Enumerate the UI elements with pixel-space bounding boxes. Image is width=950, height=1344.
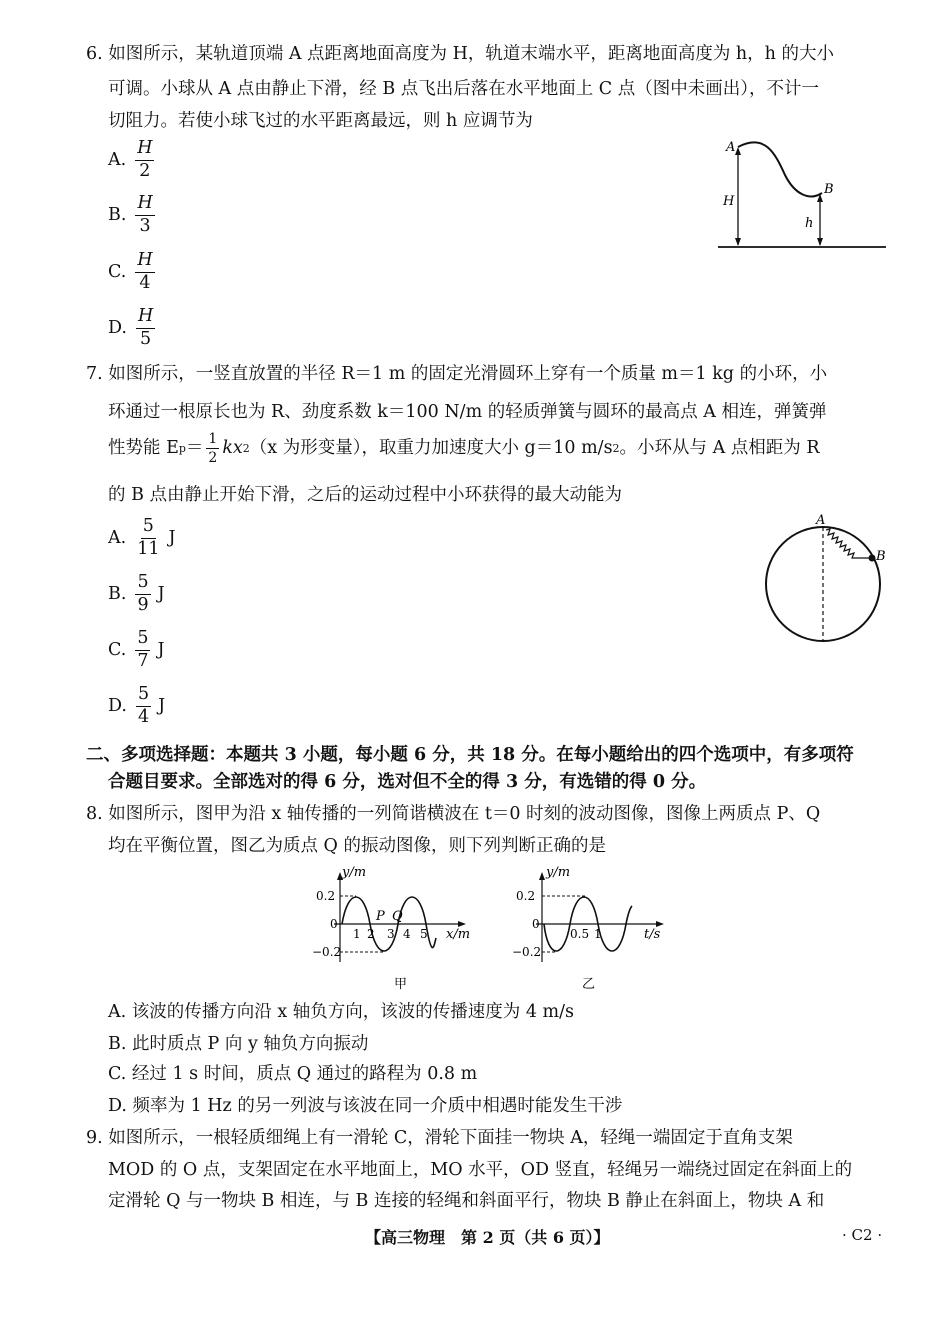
tick-1: 1 xyxy=(594,927,602,941)
q7-option-a xyxy=(108,518,176,558)
option-fraction xyxy=(135,195,154,235)
label-h: h xyxy=(805,216,814,231)
option-label: B. xyxy=(108,205,127,225)
track-curve xyxy=(738,142,822,196)
q7-option-d xyxy=(108,686,165,726)
x-axis-label: t/s xyxy=(644,927,661,942)
q6-track-figure xyxy=(710,135,890,255)
q6-option-c xyxy=(108,252,158,292)
fraction-denominator: 2 xyxy=(208,450,218,466)
option-unit: J xyxy=(157,640,165,660)
label-B: B xyxy=(824,182,834,197)
arrow-head-down xyxy=(817,238,823,246)
q7-text: 。小环从与 A 点相距为 R xyxy=(619,437,820,458)
fraction-numerator: 5 xyxy=(141,518,156,539)
option-label: D. xyxy=(108,696,127,716)
q8-line-1: 8. 如图所示，图甲为沿 x 轴传播的一列简谐横波在 t＝0 时刻的波动图像，图像上两质点 P、Q xyxy=(86,804,821,824)
tick-0-5: 0.5 xyxy=(570,927,590,941)
x-axis-label: x/m xyxy=(446,927,471,942)
fraction-numerator: H xyxy=(136,308,155,329)
q7-sup: 2 xyxy=(612,442,620,455)
q8-vibration-figure-yi xyxy=(508,866,678,996)
tick-5: 5 xyxy=(420,927,428,941)
paper-code: · C2 · xyxy=(842,1226,883,1244)
q7-line-3 xyxy=(108,432,820,465)
q8-wave-figure-jia xyxy=(310,866,485,996)
y-arrow-icon xyxy=(539,872,545,880)
q6-option-a xyxy=(108,140,157,180)
option-fraction xyxy=(135,140,154,180)
label-A: A xyxy=(726,140,736,155)
y-axis-label: y/m xyxy=(546,866,571,880)
label-A: A xyxy=(816,513,826,528)
q8-line-2: 均在平衡位置，图乙为质点 Q 的振动图像，则下列判断正确的是 xyxy=(108,836,606,856)
q8-option-b: B. 此时质点 P 向 y 轴负方向振动 xyxy=(108,1034,369,1054)
fraction-numerator: 5 xyxy=(136,686,151,707)
y-bottom-label: −0.2 xyxy=(512,945,542,959)
option-fraction xyxy=(136,308,155,348)
option-label: D. xyxy=(108,318,127,338)
q9-line-1: 9. 如图所示，一根轻质细绳上有一滑轮 C，滑轮下面挂一物块 A，轻绳一端固定于直角支架 xyxy=(86,1128,793,1148)
q7-sub: p xyxy=(178,442,186,455)
q7-text: kx xyxy=(222,437,243,458)
fraction-denominator: 7 xyxy=(137,650,149,671)
q6-option-d xyxy=(108,308,158,348)
q6-line-1: 6. 如图所示，某轨道顶端 A 点距离地面高度为 H，轨道末端水平，距离地面高度为 h，h 的大小 xyxy=(86,44,835,64)
fraction-denominator: 11 xyxy=(137,538,160,559)
q7-fraction xyxy=(206,432,219,465)
point-Q-label: Q xyxy=(392,909,403,924)
q7-line-1: 7. 如图所示，一竖直放置的半径 R＝1 m 的固定光滑圆环上穿有一个质量 m＝1 kg 的小环，小 xyxy=(86,364,828,384)
q8-option-a: A. 该波的传播方向沿 x 轴负方向，该波的传播速度为 4 m/s xyxy=(108,1002,574,1022)
option-fraction xyxy=(135,518,161,558)
origin-label: 0 xyxy=(532,917,540,931)
fraction-numerator: 5 xyxy=(135,630,150,651)
tick-4: 4 xyxy=(403,927,411,941)
y-top-label: 0.2 xyxy=(516,889,536,903)
q7-line-2: 环通过一根原长也为 R、劲度系数 k＝100 N/m 的轻质弹簧与圆环的最高点 A 相连，弹簧弹 xyxy=(108,402,827,422)
fraction-numerator: 1 xyxy=(208,431,218,447)
option-fraction xyxy=(135,574,150,614)
q6-option-b xyxy=(108,195,158,235)
q7-text: （x 为形变量），取重力加速度大小 g＝10 m/s xyxy=(249,437,613,458)
q8-option-d: D. 频率为 1 Hz 的另一列波与该波在同一介质中相遇时能发生干涉 xyxy=(108,1096,623,1116)
q7-option-c xyxy=(108,630,165,670)
option-unit: J xyxy=(168,528,176,548)
origin-label: 0 xyxy=(330,917,338,931)
y-top-label: 0.2 xyxy=(316,889,336,903)
q7-option-b xyxy=(108,574,165,614)
q7-text: 性势能 E xyxy=(108,437,179,458)
y-axis-label: y/m xyxy=(342,866,367,880)
q6-line-3: 切阻力。若使小球飞过的水平距离最远，则 h 应调节为 xyxy=(108,111,533,131)
option-fraction xyxy=(135,252,154,292)
page-footer: 【高三物理 第 2 页（共 6 页）】 xyxy=(365,1228,610,1247)
fraction-numerator: H xyxy=(135,252,154,273)
tick-2: 2 xyxy=(367,927,375,941)
section2-line-1: 二、多项选择题：本题共 3 小题，每小题 6 分，共 18 分。在每小题给出的四个选项中，有多项符 xyxy=(86,745,854,765)
point-P-label: P xyxy=(376,909,385,924)
q8-option-c: C. 经过 1 s 时间，质点 Q 通过的路程为 0.8 m xyxy=(108,1064,478,1084)
tick-3: 3 xyxy=(387,927,395,941)
arrow-head-down xyxy=(735,238,741,246)
fraction-numerator: H xyxy=(135,140,154,161)
fraction-denominator: 5 xyxy=(140,328,152,349)
section2-line-2: 合题目要求。全部选对的得 6 分，选对但不全的得 3 分，有选错的得 0 分。 xyxy=(108,772,707,792)
option-fraction xyxy=(135,630,150,670)
option-fraction xyxy=(136,686,151,726)
q9-line-2: MOD 的 O 点，支架固定在水平地面上，MO 水平，OD 竖直，轻绳另一端绕过固定在斜面上的 xyxy=(108,1160,853,1180)
arrow-head-up xyxy=(735,147,741,155)
fraction-numerator: H xyxy=(135,195,154,216)
option-label: A. xyxy=(108,528,127,548)
fraction-denominator: 4 xyxy=(139,272,151,293)
label-B: B xyxy=(876,549,886,564)
label-H: H xyxy=(723,194,735,209)
option-unit: J xyxy=(158,696,166,716)
tick-1: 1 xyxy=(353,927,361,941)
option-label: A. xyxy=(108,150,127,170)
q7-ring-figure xyxy=(760,512,895,647)
fraction-denominator: 4 xyxy=(137,706,150,727)
fraction-numerator: 5 xyxy=(135,574,150,595)
small-ring-B xyxy=(869,555,876,562)
option-label: B. xyxy=(108,584,127,604)
figure-caption: 乙 xyxy=(582,977,596,992)
fraction-denominator: 3 xyxy=(139,215,151,236)
q7-line-4: 的 B 点由静止开始下滑，之后的运动过程中小环获得的最大动能为 xyxy=(108,485,622,505)
fraction-denominator: 9 xyxy=(137,594,149,615)
option-label: C. xyxy=(108,262,127,282)
q7-sup: 2 xyxy=(242,442,250,455)
q6-line-2: 可调。小球从 A 点由静止下滑，经 B 点飞出后落在水平地面上 C 点（图中未画出），不计一 xyxy=(108,79,820,99)
figure-caption: 甲 xyxy=(394,977,408,992)
q9-line-3: 定滑轮 Q 与一物块 B 相连，与 B 连接的轻绳和斜面平行，物块 B 静止在斜面上，物块 A 和 xyxy=(108,1191,825,1211)
option-label: C. xyxy=(108,640,127,660)
fraction-denominator: 2 xyxy=(139,160,151,181)
y-bottom-label: −0.2 xyxy=(312,945,342,959)
q7-text: ＝ xyxy=(185,437,204,458)
option-unit: J xyxy=(157,584,165,604)
